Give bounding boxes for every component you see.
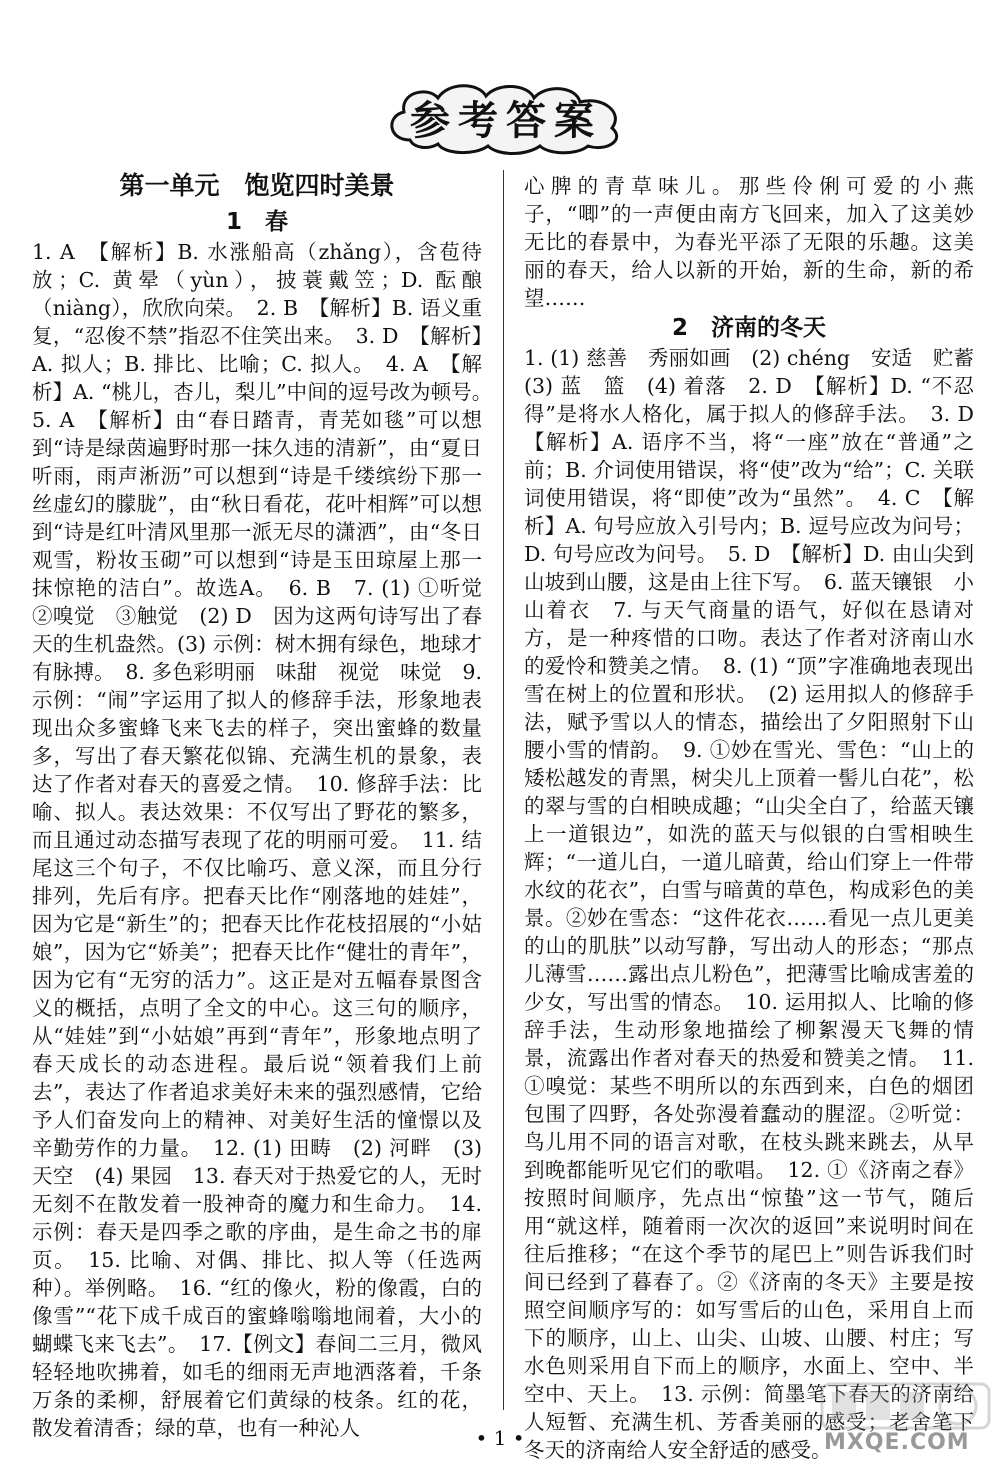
watermark-site: MXQE.COM: [824, 1430, 970, 1455]
lesson-title-spring: 1 春: [225, 209, 288, 235]
answer-key-banner: [380, 78, 632, 156]
right-column: [524, 172, 995, 1464]
lesson-title-jinan-winter: 2 济南的冬天: [671, 315, 826, 341]
lesson-1-answers: 1. A 【解析】B. 水涨船高（zhǎng），含苞待放；C. 黄晕（yùn），披蓑戴笠；D. 酝酿（niàng），欣欣向荣。 2. B 【解析】B. 语义重复，“忍俊不禁”指忍不住笑出来。 3. D 【解析】A. 拟人；B. 排比、比喻；C. 拟人。 4. A 【解析】A. “桃儿，杏儿，梨儿”中间的逗号改为顿号。 5. A 【解析】由“春日踏青，青芜如毯”可以想到“诗是绿茵遍野时那一抹久违的清新”，由“夏日听雨，雨声淅沥”可以想到“诗是千缕缤纷下那一丝虚幻的朦胧”，由“秋日看花，花叶相辉”可以想到“诗是红叶清风里那一派无尽的潇洒”，由“冬日观雪，粉妆玉砌”可以想到“诗是玉田琼屋上那一抹惊艳的洁白”。故选A。 6. B 7. (1) ①听觉 ②嗅觉 ③触觉 (2) D 因为这两句诗写出了春天的生机盎然。(3) 示例：树木拥有绿色，地球才有脉搏。 8. 多色彩明丽 味甜 视觉 味觉 9. 示例：“闹”字运用了拟人的修辞手法，形象地表现出众多蜜蜂飞来飞去的样子，突出蜜蜂的数量多，写出了春天繁花似锦、充满生机的景象，表达了作者对春天的喜爱之情。 10. 修辞手法：比喻、拟人。表达效果：不仅写出了野花的繁多，而且通过动态描写表现了花的明丽可爱。 11. 结尾这三个句子，不仅比喻巧、意义深，而且分行排列，先后有序。把春天比作“刚落地的娃娃”，因为它是“新生”的；把春天比作花枝招展的“小姑娘”，因为它“娇美”；把春天比作“健壮的青年”，因为它有“无穷的活力”。这正是对五幅春景图含义的概括，点明了全文的中心。这三句的顺序，从“娃娃”到“小姑娘”再到“青年”，形象地点明了春天成长的动态进程。最后说“领着我们上前去”，表达了作者追求美好未来的强烈感情，它给予人们奋发向上的精神、对美好生活的憧憬以及辛勤劳作的力量。 12. (1) 田畴 (2) 河畔 (3) 天空 (4) 果园 13. 春天对于热爱它的人，无时无刻不在散发着一股神奇的魔力和生命力。 14. 示例：春天是四季之歌的序曲，是生命之书的扉页。 15. 比喻、对偶、排比、拟人等（任选两种）。举例略。 16. “红的像火，粉的像霞，白的像雪”“花下成千成百的蜜蜂嗡嗡地闹着，大小的蝴蝶飞来飞去”。 17.【例文】春间二三月，微风轻轻地吹拂着，如毛的细雨无声地洒落着，千条万条的柔柳，舒展着它们黄绿的枝条。红的花，散发着清香；绿的草，也有一种沁人: [32, 240, 503, 1440]
column-divider: [503, 170, 504, 1410]
unit-title: 第一单元 饱览四时美景: [119, 171, 395, 200]
page-number: • 1 •: [475, 1426, 525, 1450]
lesson-2-answers: 1. (1) 慈善 秀丽如画 (2) chéng 安适 贮蓄 (3) 蓝 篮 (4) 着落 2. D 【解析】D. “不忍得”是将水人格化，属于拟人的修辞手法。 3. D 【解析】A. 语序不当，将“一座”放在“普通”之前；B. 介词使用错误，将“使”改为“给”；C. 关联词使用错误，将“即使”改为“虽然”。 4. C 【解析】A. 句号应放入引号内；B. 逗号应改为问号；D. 句号应改为问号。 5. D 【解析】D. 由山尖到山坡到山腰，这是由上往下写。 6. 蓝天镶银 小山着衣 7. 与天气商量的语气，好似在恳请对方，是一种疼惜的口吻。表达了作者对济南山水的爱怜和赞美之情。 8. (1) “顶”字准确地表现出雪在树上的位置和形状。 (2) 运用拟人的修辞手法，赋予雪以人的情态，描绘出了夕阳照射下山腰小雪的情韵。 9. ①妙在雪光、雪色：“山上的矮松越发的青黑，树尖儿上顶着一髻儿白花”，松的翠与雪的白相映成趣；“山尖全白了，给蓝天镶上一道银边”，如洗的蓝天与似银的白雪相映生辉；“一道儿白，一道儿暗黄，给山们穿上一件带水纹的花衣”，白雪与暗黄的草色，构成彩色的美景。②妙在雪态：“这件花衣……看见一点儿更美的山的肌肤”以动写静，写出动人的形态；“那点儿薄雪……露出点儿粉色”，把薄雪比喻成害羞的少女，写出雪的情态。 10. 运用拟人、比喻的修辞手法，生动形象地描绘了柳絮漫天飞舞的情景，流露出作者对春天的热爱和赞美之情。 11. ①嗅觉：某些不明所以的东西到来，白色的烟团包围了四野，各处弥漫着蠢动的腥涩。②听觉：鸟儿用不同的语言对歌，在枝头跳来跳去，从早到晚都能听见它们的歌唱。 12. ①《济南之春》按照时间顺序，先点出“惊蛰”这一节气，随后用“就这样，随着雨一次次的返回”来说明时间在往后推移；“在这个季节的尾巴上”则告诉我们时间已经到了暮春了。②《济南的冬天》主要是按照空间顺序写的：如写雪后的山色，采用自上而下的顺序，山上、山尖、山坡、山腰、村庄；写水色则采用自下而上的顺序，水面上、空中、半空中、天上。 13. 示例：简墨笔下春天的济南给人短暂、充满生机、芳香美丽的感受；老舍笔下冬天的济南给人安全舒适的感受。: [524, 346, 995, 1462]
banner-title: 参考答案: [410, 97, 602, 144]
left-column: [32, 168, 503, 1442]
lesson-1-answers-continued: 心脾的青草味儿。那些伶俐可爱的小燕子，“唧”的一声便由南方飞回来，加入了这美妙无比的春景中，为春光平添了无限的乐趣。这美丽的春天，给人以新的开始，新的生命，新的希望……: [524, 174, 974, 310]
